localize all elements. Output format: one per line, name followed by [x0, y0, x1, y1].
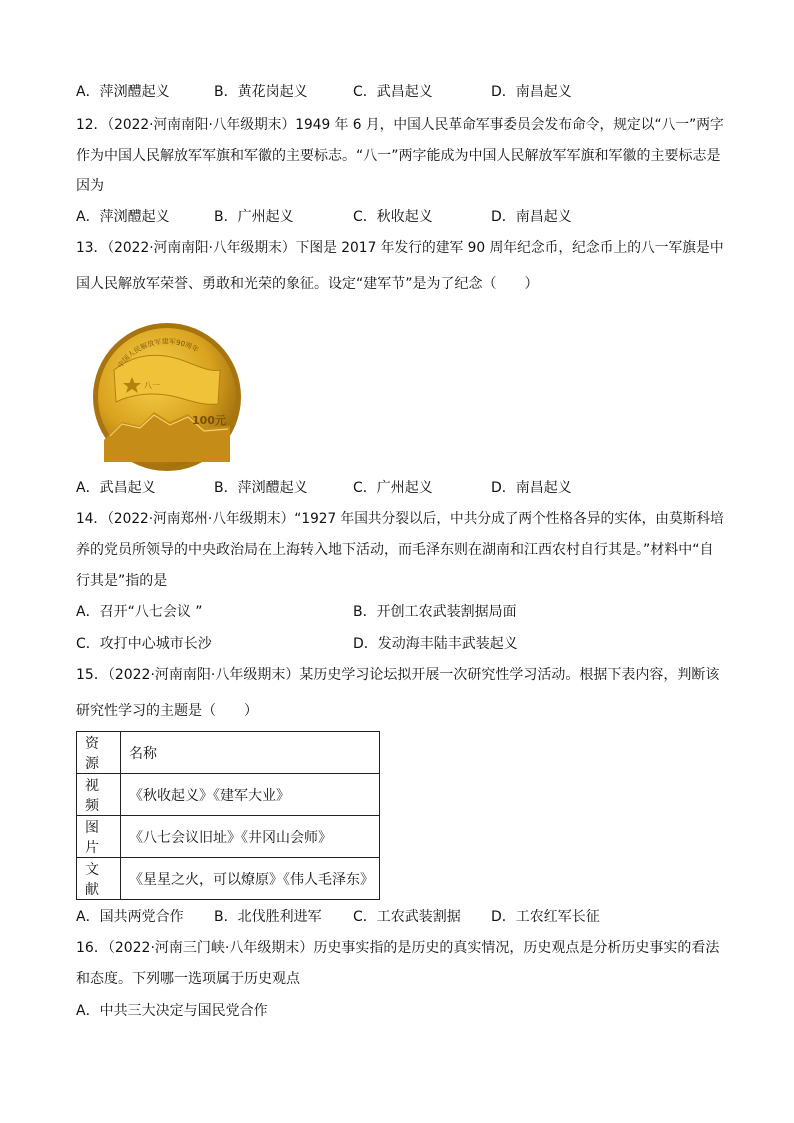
q13-option-a: A．武昌起义 — [76, 480, 156, 496]
q12-stem-line2: 作为中国人民解放军军旗和军徽的主要标志。“八一”两字能成为中国人民解放军军旗和军徽的主要标志是 — [76, 148, 721, 164]
table-cell: 图片 — [77, 816, 121, 858]
coin-denomination: 100元 — [192, 414, 226, 427]
q15-stem-line2: 研究性学习的主题是（ ） — [76, 703, 258, 719]
q15-option-d: D．工农红军长征 — [491, 909, 600, 925]
q11-option-c: C．武昌起义 — [353, 84, 433, 100]
coin-flag-text: 八一 — [144, 381, 160, 390]
q14-stem-line2: 养的党员所领导的中央政治局在上海转入地下活动，而毛泽东则在湖南和江西农村自行其是。”材料中“自 — [76, 542, 714, 558]
table-header-row — [77, 732, 380, 774]
q13-option-c: C．广州起义 — [353, 480, 433, 496]
table-cell: 《秋收起义》《建军大业》 — [121, 774, 380, 816]
q15-stem-line1: 15．（2022·河南南阳·八年级期末）某历史学习论坛拟开展一次研究性学习活动。根据下表内容，判断该 — [76, 667, 720, 683]
q11-option-b: B．黄花岗起义 — [214, 84, 308, 100]
resource-table — [76, 731, 380, 900]
q15-option-c: C．工农武装割据 — [353, 909, 461, 925]
q12-stem-line1: 12．（2022·河南南阳·八年级期末）1949 年 6 月，中国人民革命军事委员会发布命令，规定以“八一”两字 — [76, 117, 724, 133]
table-header-cell: 资源 — [77, 732, 121, 774]
q14-option-c: C．攻打中心城市长沙 — [76, 636, 212, 652]
q13-option-d: D．南昌起义 — [491, 480, 572, 496]
q12-option-c: C．秋收起义 — [353, 209, 433, 225]
q16-stem-line1: 16．（2022·河南三门峡·八年级期末）历史事实指的是历史的真实情况，历史观点是分析历史事实的看法 — [76, 940, 720, 956]
table-cell: 《八七会议旧址》《井冈山会师》 — [121, 816, 380, 858]
table-row — [77, 816, 380, 858]
q14-option-d: D．发动海丰陆丰武装起义 — [353, 636, 518, 652]
q16-stem-line2: 和态度。下列哪一选项属于历史观点 — [76, 971, 300, 987]
table-row — [77, 858, 380, 900]
q11-option-d: D．南昌起义 — [491, 84, 572, 100]
q14-stem-line3: 行其是”指的是 — [76, 573, 168, 589]
q12-stem-line3: 因为 — [76, 178, 104, 194]
q14-stem-line1: 14．（2022·河南郑州·八年级期末）“1927 年国共分裂以后，中共分成了两个性格各异的实体，由莫斯科培 — [76, 511, 724, 527]
q12-option-a: A．萍浏醴起义 — [76, 209, 170, 225]
q15-option-b: B．北伐胜利进军 — [214, 909, 322, 925]
q13-option-b: B．萍浏醴起义 — [214, 480, 308, 496]
q12-option-b: B．广州起义 — [214, 209, 294, 225]
q15-option-a: A．国共两党合作 — [76, 909, 184, 925]
table-cell: 文献 — [77, 858, 121, 900]
q16-option-a: A．中共三大决定与国民党合作 — [76, 1003, 268, 1019]
q13-stem-line1: 13．（2022·河南南阳·八年级期末）下图是 2017 年发行的建军 90 周年纪念币，纪念币上的八一军旗是中 — [76, 240, 724, 256]
coin-inscription: 中国人民解放军建军90周年 — [116, 337, 200, 370]
q13-stem-line2: 国人民解放军荣誉、勇敢和光荣的象征。设定“建军节”是为了纪念（ ） — [76, 276, 539, 292]
table-cell: 《星星之火，可以燎原》《伟人毛泽东》 — [121, 858, 380, 900]
q12-option-d: D．南昌起义 — [491, 209, 572, 225]
q14-option-a: A．召开“八七会议 ” — [76, 604, 203, 620]
table-row — [77, 774, 380, 816]
table-cell: 视频 — [77, 774, 121, 816]
q14-option-b: B．开创工农武装割据局面 — [353, 604, 517, 620]
commemorative-coin-image — [92, 322, 242, 472]
q11-option-a: A．萍浏醴起义 — [76, 84, 170, 100]
table-header-cell: 名称 — [121, 732, 380, 774]
